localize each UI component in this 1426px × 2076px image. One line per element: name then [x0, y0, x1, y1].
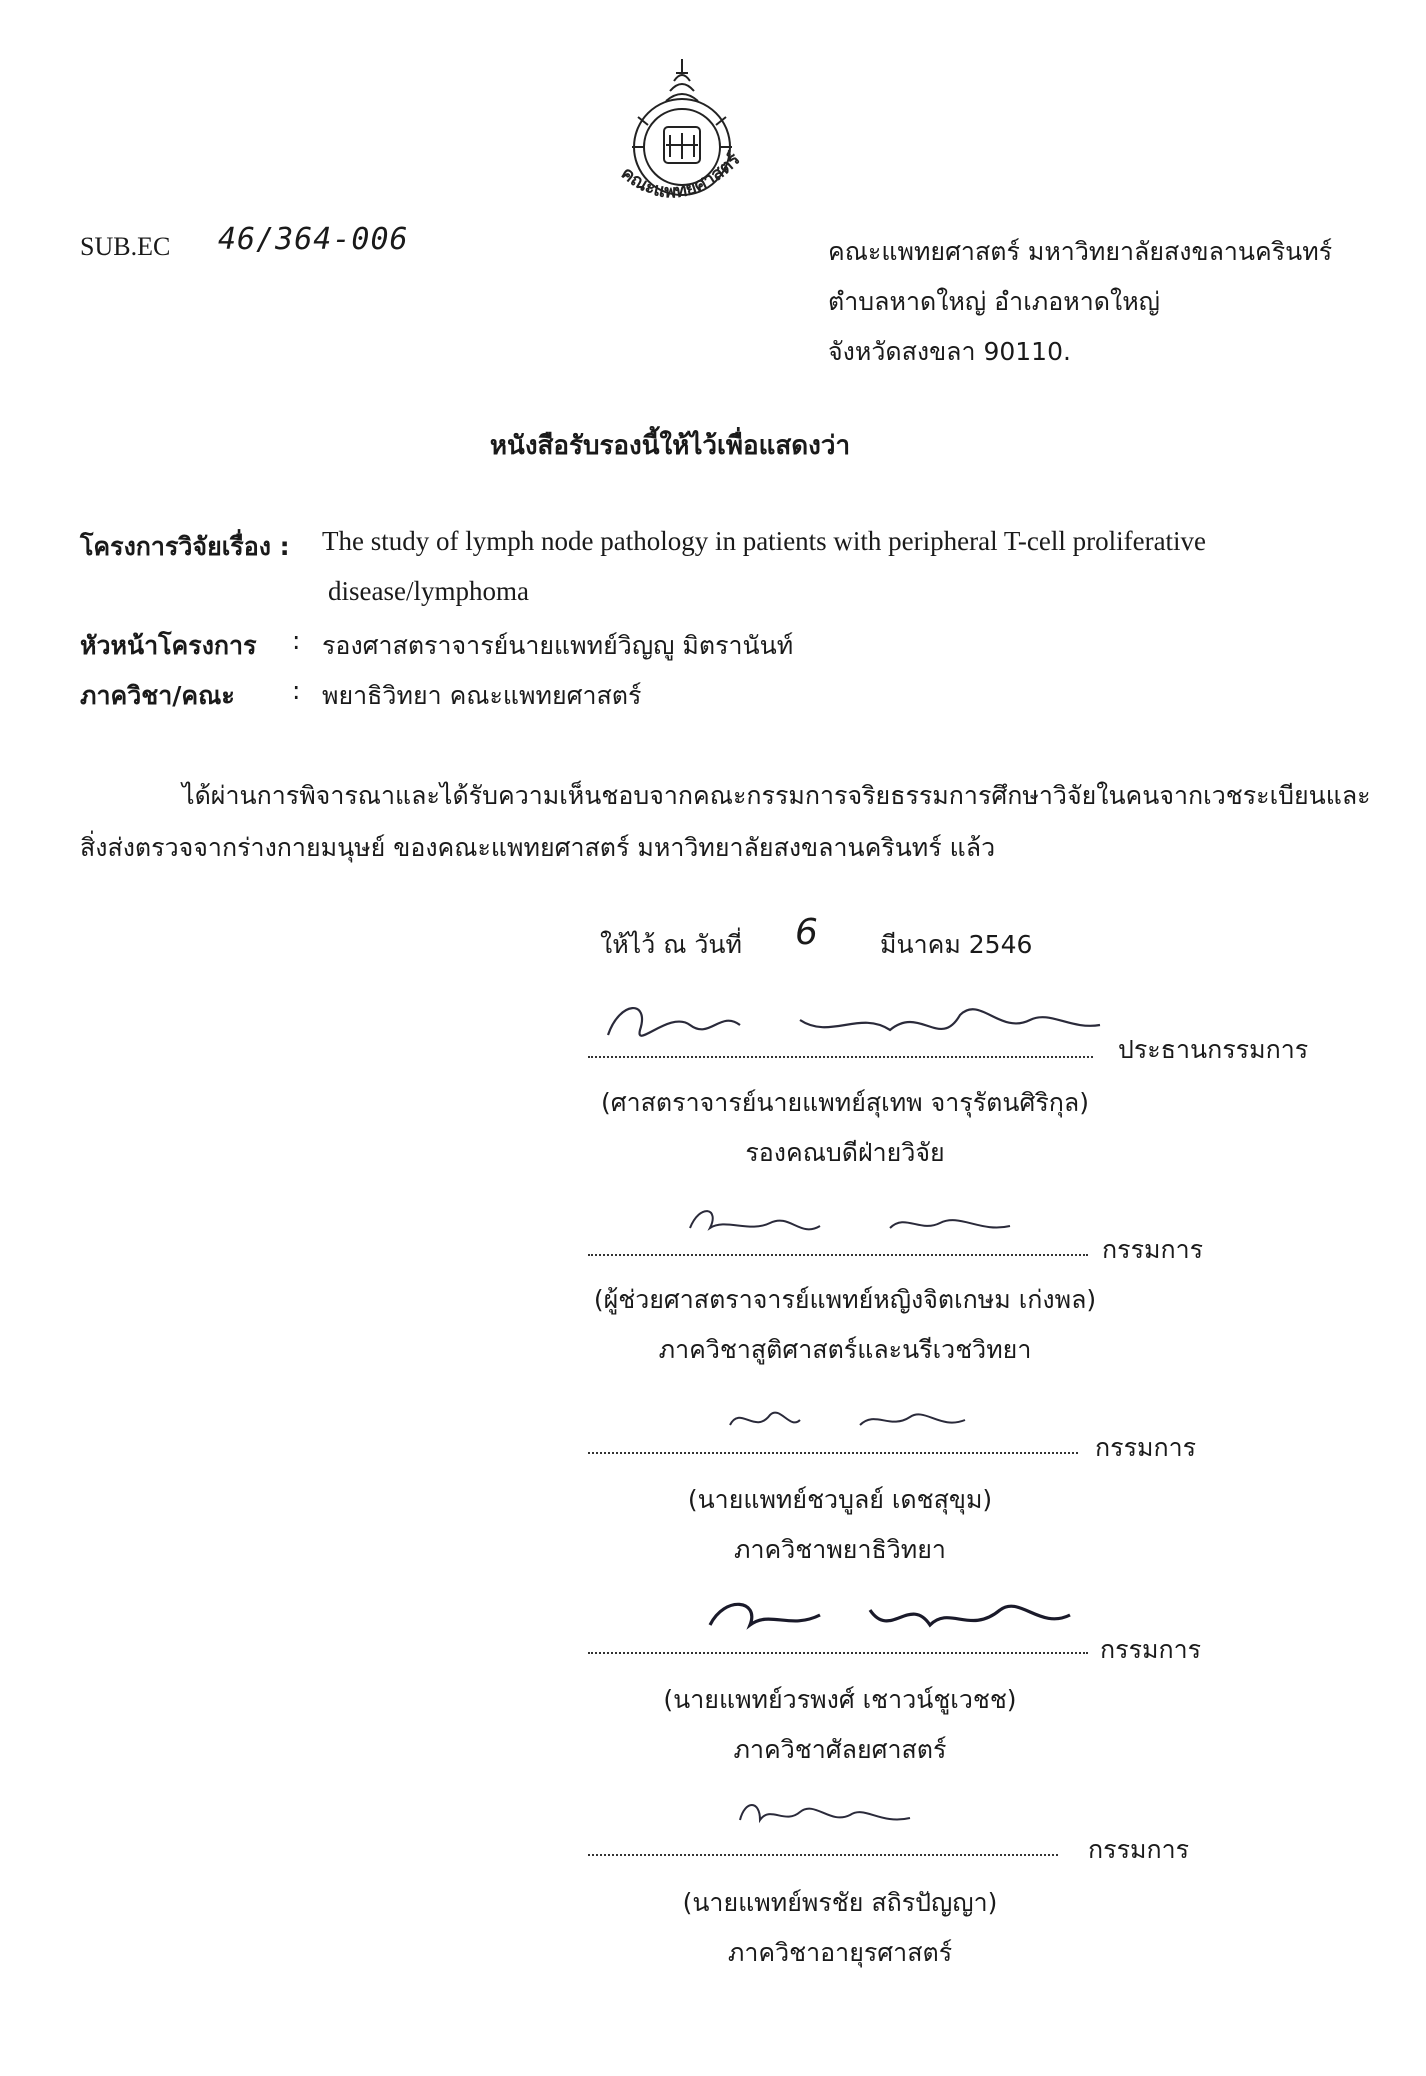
date-month-year: มีนาคม 2546: [880, 930, 1033, 959]
signatory-name-5: (นายแพทย์พรชัย สถิรปัญญา): [682, 1888, 998, 1917]
signature-line-1: [588, 1056, 1093, 1058]
signature-4: [700, 1585, 1090, 1645]
signatory-role-1: ประธานกรรมการ: [1118, 1035, 1309, 1064]
signatory-name-3: (นายแพทย์ชวบูลย์ เดชสุขุม): [687, 1485, 993, 1514]
signatory-name-2: (ผู้ช่วยศาสตราจารย์แพทย์หญิงจิตเกษม เก่งพล): [593, 1285, 1097, 1314]
signatory-name-1: (ศาสตราจารย์นายแพทย์สุเทพ จารุรัตนศิริกุล): [601, 1088, 1089, 1117]
signatory-role-4: กรรมการ: [1100, 1635, 1202, 1664]
department-value: พยาธิวิทยา คณะแพทยศาสตร์: [322, 681, 642, 710]
colon: :: [292, 676, 301, 705]
signature-line-3: [588, 1452, 1078, 1454]
address-line-3: จังหวัดสงขลา 90110.: [828, 337, 1071, 366]
signatory-dept-2: ภาควิชาสูติศาสตร์และนรีเวชวิทยา: [658, 1335, 1032, 1364]
signature-2: [680, 1198, 1040, 1248]
project-head-label: หัวหน้าโครงการ: [80, 631, 257, 660]
signatory-dept-4: ภาควิชาศัลยศาสตร์: [733, 1735, 947, 1764]
signatory-role-3: กรรมการ: [1095, 1433, 1197, 1462]
faculty-seal-logo: [590, 55, 775, 220]
signatory-dept-5: ภาควิชาอายุรศาสตร์: [727, 1938, 953, 1967]
colon: :: [292, 626, 301, 655]
project-title-line-2: disease/lymphoma: [328, 576, 529, 606]
date-day-handwritten: 6: [795, 912, 818, 953]
signatory-name-4: (นายแพทย์วรพงศ์ เชาวน์ชูเวชช): [663, 1685, 1017, 1714]
department-label: ภาควิชา/คณะ: [80, 681, 235, 710]
document-title: หนังสือรับรองนี้ให้ไว้เพื่อแสดงว่า: [489, 431, 851, 461]
address-line-2: ตำบลหาดใหญ่ อำเภอหาดใหญ่: [828, 287, 1160, 316]
svg-text:คณะแพทยศาสตร์: [617, 148, 745, 202]
project-label: โครงการวิจัยเรื่อง :: [80, 532, 290, 561]
signature-line-2: [588, 1254, 1088, 1256]
body-paragraph-line-2: สิ่งส่งตรวจจากร่างกายมนุษย์ ของคณะแพทยศาสตร์ มหาวิทยาลัยสงขลานครินทร์ แล้ว: [80, 833, 996, 862]
signature-5: [730, 1790, 930, 1840]
project-title-line-1: The study of lymph node pathology in patients with peripheral T-cell proliferative: [322, 526, 1207, 556]
signatory-role-2: กรรมการ: [1102, 1235, 1204, 1264]
reference-number-handwritten: 46/364-006: [218, 222, 409, 257]
signature-line-4: [588, 1652, 1088, 1654]
address-block: [828, 227, 1332, 377]
signatory-role-5: กรรมการ: [1088, 1835, 1190, 1864]
body-paragraph-line-1: ได้ผ่านการพิจารณาและได้รับความเห็นชอบจากคณะกรรมการจริยธรรมการศึกษาวิจัยในคนจากเวชระเบียนและ: [182, 781, 1371, 810]
reference-label: SUB.EC: [80, 232, 171, 261]
signature-3: [720, 1395, 980, 1445]
signature-1: [600, 990, 1120, 1060]
address-line-1: คณะแพทยศาสตร์ มหาวิทยาลัยสงขลานครินทร์: [828, 237, 1333, 266]
signatory-dept-3: ภาควิชาพยาธิวิทยา: [734, 1535, 946, 1564]
date-prefix: ให้ไว้ ณ วันที่: [600, 930, 742, 959]
project-head-value: รองศาสตราจารย์นายแพทย์วิญญู มิตรานันท์: [322, 631, 794, 660]
signature-line-5: [588, 1854, 1058, 1856]
signatory-dept-1: รองคณบดีฝ่ายวิจัย: [745, 1138, 945, 1167]
seal-text: คณะแพทยศาสตร์: [616, 149, 745, 203]
